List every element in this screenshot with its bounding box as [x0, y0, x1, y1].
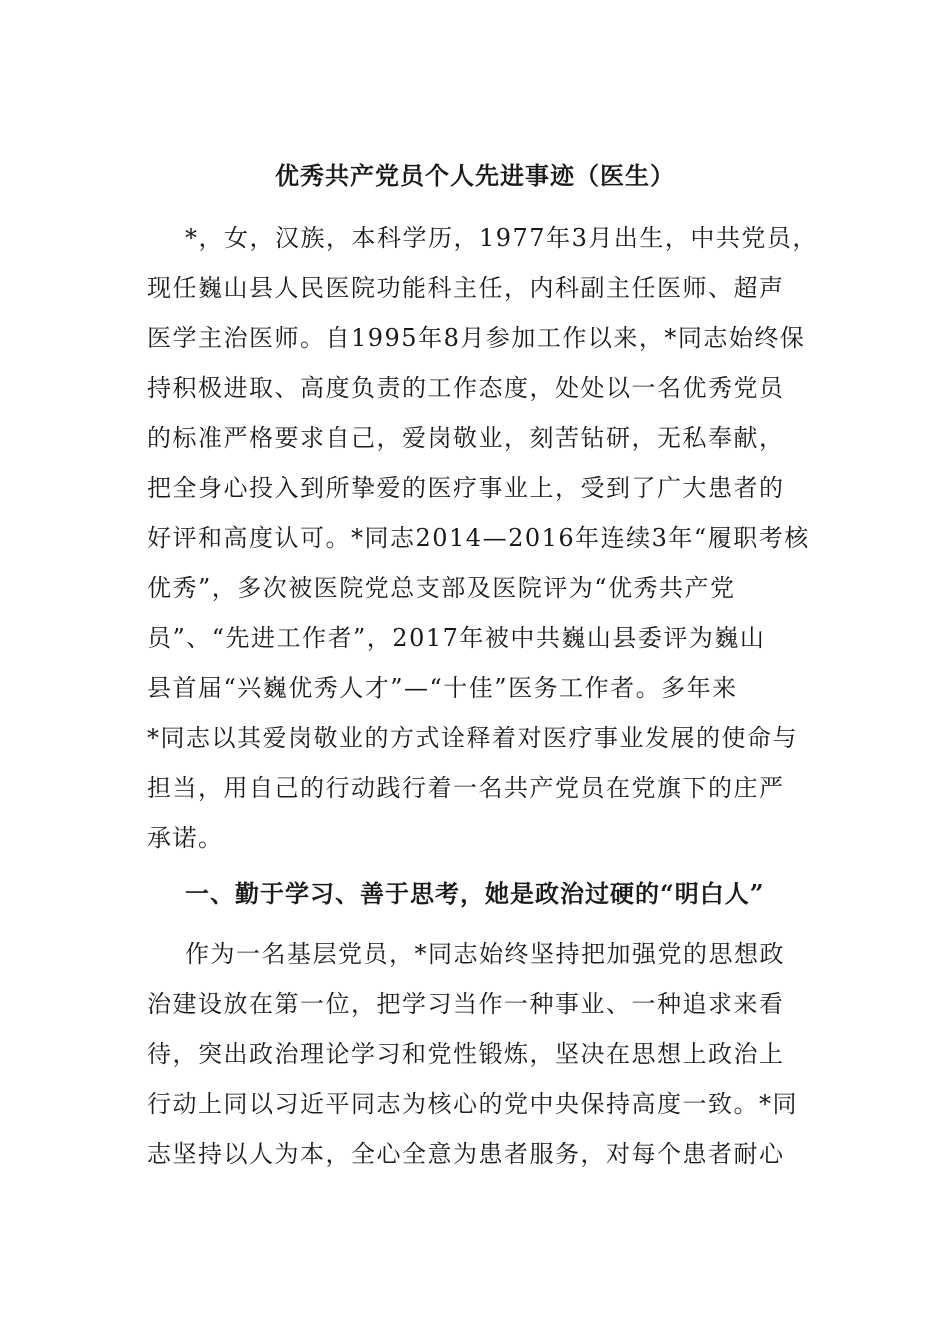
- paragraph-2-line: 待，突出政治理论学习和党性锻炼，坚决在思想上政治上: [147, 1040, 785, 1068]
- paragraph-1-line: 员”、“先进工作者”，2017年被中共巍山县委评为巍山: [147, 624, 766, 652]
- paragraph-1-line: 持积极进取、高度负责的工作态度，处处以一名优秀党员: [147, 374, 785, 402]
- paragraph-1-line: *，女，汉族，本科学历，1977年3月出生，中共党员，: [185, 224, 818, 252]
- paragraph-1-line: 好评和高度认可。*同志2014—2016年连续3年“履职考核: [147, 524, 810, 552]
- paragraph-1-line: 医学主治医师。自1995年8月参加工作以来，*同志始终保: [147, 324, 806, 352]
- paragraph-1-line: 的标准严格要求自己，爱岗敬业，刻苦钻研，无私奉献，: [147, 424, 785, 452]
- paragraph-1-line: 优秀”，多次被医院党总支部及医院评为“优秀共产党: [147, 574, 736, 602]
- paragraph-2-line: 志坚持以人为本，全心全意为患者服务，对每个患者耐心: [147, 1140, 785, 1168]
- paragraph-1-line: 现任巍山县人民医院功能科主任，内科副主任医师、超声: [147, 274, 785, 302]
- paragraph-1-line: 把全身心投入到所挚爱的医疗事业上，受到了广大患者的: [147, 474, 785, 502]
- section-heading-1: 一、勤于学习、善于思考，她是政治过硬的“明白人”: [185, 879, 765, 908]
- paragraph-1-line: 担当，用自己的行动践行着一名共产党员在党旗下的庄严: [147, 774, 785, 802]
- paragraph-1-line: *同志以其爱岗敬业的方式诠释着对医疗事业发展的使命与: [147, 724, 798, 752]
- paragraph-2-line: 作为一名基层党员，*同志始终坚持把加强党的思想政: [185, 940, 785, 968]
- paragraph-2-line: 行动上同以习近平同志为核心的党中央保持高度一致。*同: [147, 1090, 798, 1118]
- paragraph-1-line: 承诺。: [147, 824, 224, 852]
- document-title: 优秀共产党员个人先进事迹（医生）: [275, 161, 675, 190]
- paragraph-1-line: 县首届“兴巍优秀人才”—“十佳”医务工作者。多年来: [147, 674, 738, 702]
- paragraph-2-line: 治建设放在第一位，把学习当作一种事业、一种追求来看: [147, 990, 785, 1018]
